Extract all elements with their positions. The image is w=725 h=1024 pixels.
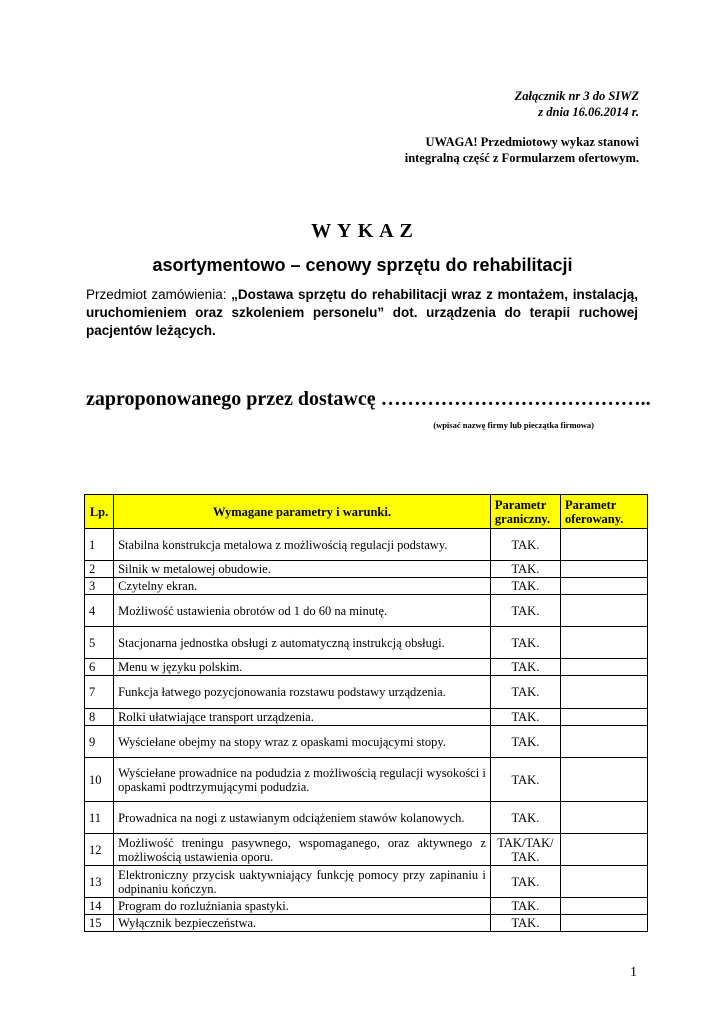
row-offered-parameter[interactable] xyxy=(560,726,647,758)
row-offered-parameter[interactable] xyxy=(560,659,647,676)
table-row xyxy=(85,758,648,802)
table-header-row xyxy=(85,495,648,529)
row-offered-parameter[interactable] xyxy=(560,758,647,802)
row-number: 14 xyxy=(85,898,114,915)
table-row xyxy=(85,676,648,709)
header-limit-parameter: Parametr graniczny. xyxy=(490,495,560,529)
proposed-by-supplier: zaproponowanego przez dostawcę ………………………………….. xyxy=(86,388,651,410)
attachment-line-1: Załącznik nr 3 do SIWZ xyxy=(514,89,639,103)
row-number: 9 xyxy=(85,726,114,758)
row-requirement: Prowadnica na nogi z ustawianym odciążeniem stawów kolanowych. xyxy=(114,802,491,834)
row-limit-parameter: TAK. xyxy=(490,578,560,595)
table-row xyxy=(85,578,648,595)
row-limit-parameter: TAK. xyxy=(490,866,560,898)
row-limit-parameter: TAK. xyxy=(490,726,560,758)
row-offered-parameter[interactable] xyxy=(560,529,647,561)
row-limit-parameter: TAK/TAK/ TAK. xyxy=(490,834,560,866)
row-offered-parameter[interactable] xyxy=(560,866,647,898)
attachment-reference xyxy=(515,88,639,120)
notice-line-2: integralną część z Formularzem ofertowym. xyxy=(404,151,639,165)
row-number: 5 xyxy=(85,627,114,659)
header-offered-parameter: Parametr oferowany. xyxy=(560,495,647,529)
table-row xyxy=(85,802,648,834)
row-limit-parameter: TAK. xyxy=(490,659,560,676)
supplier-name-hint: (wpisać nazwę firmy lub pieczątka firmowa) xyxy=(433,420,594,430)
row-requirement: Stabilna konstrukcja metalowa z możliwością regulacji podstawy. xyxy=(114,529,491,561)
row-offered-parameter[interactable] xyxy=(560,627,647,659)
row-requirement: Możliwość treningu pasywnego, wspomaganego, oraz aktywnego z możliwością ustawienia oporu. xyxy=(114,834,491,866)
row-number: 4 xyxy=(85,595,114,627)
row-offered-parameter[interactable] xyxy=(560,561,647,578)
table-row xyxy=(85,866,648,898)
row-number: 3 xyxy=(85,578,114,595)
page-number: 1 xyxy=(630,965,637,980)
requirements-table xyxy=(84,494,648,932)
row-requirement: Stacjonarna jednostka obsługi z automatyczną instrukcją obsługi. xyxy=(114,627,491,659)
row-requirement: Czytelny ekran. xyxy=(114,578,491,595)
table-row xyxy=(85,726,648,758)
row-number: 8 xyxy=(85,709,114,726)
row-requirement: Menu w języku polskim. xyxy=(114,659,491,676)
table-row xyxy=(85,529,648,561)
subject-label: Przedmiot zamówienia: xyxy=(86,287,232,302)
row-number: 10 xyxy=(85,758,114,802)
row-limit-parameter: TAK. xyxy=(490,898,560,915)
notice xyxy=(405,134,639,166)
table-row xyxy=(85,595,648,627)
document-title: W Y K A Z xyxy=(311,220,414,242)
header-lp: Lp. xyxy=(85,495,114,529)
subject-text: „Dostawa sprzętu do rehabilitacji wraz z montażem, instalacją, uruchomieniem oraz szkoleniem personelu” dot. urządzenia do terapii ruchowej pacjentów leżących. xyxy=(86,287,638,338)
row-requirement: Program do rozluźniania spastyki. xyxy=(114,898,491,915)
row-requirement: Wyściełane obejmy na stopy wraz z opaskami mocującymi stopy. xyxy=(114,726,491,758)
row-requirement: Funkcja łatwego pozycjonowania rozstawu podstawy urządzenia. xyxy=(114,676,491,709)
table-row xyxy=(85,659,648,676)
row-limit-parameter: TAK. xyxy=(490,915,560,932)
row-requirement: Silnik w metalowej obudowie. xyxy=(114,561,491,578)
notice-line-1: UWAGA! Przedmiotowy wykaz stanowi xyxy=(425,135,639,149)
row-limit-parameter: TAK. xyxy=(490,802,560,834)
table-row xyxy=(85,627,648,659)
table-row xyxy=(85,709,648,726)
table-row xyxy=(85,898,648,915)
row-limit-parameter: TAK. xyxy=(490,561,560,578)
row-offered-parameter[interactable] xyxy=(560,802,647,834)
row-offered-parameter[interactable] xyxy=(560,676,647,709)
row-number: 13 xyxy=(85,866,114,898)
row-number: 15 xyxy=(85,915,114,932)
row-number: 6 xyxy=(85,659,114,676)
table-row xyxy=(85,561,648,578)
row-limit-parameter: TAK. xyxy=(490,627,560,659)
row-offered-parameter[interactable] xyxy=(560,709,647,726)
row-limit-parameter: TAK. xyxy=(490,595,560,627)
row-offered-parameter[interactable] xyxy=(560,578,647,595)
attachment-line-2: z dnia 16.06.2014 r. xyxy=(538,105,639,119)
row-requirement: Wyściełane prowadnice na podudzia z możliwością regulacji wysokości i opaskami podtrzymującymi podudzia. xyxy=(114,758,491,802)
row-limit-parameter: TAK. xyxy=(490,758,560,802)
row-requirement: Elektroniczny przycisk uaktywniający funkcję pomocy przy zapinaniu i odpinaniu kończyn. xyxy=(114,866,491,898)
document-subtitle: asortymentowo – cenowy sprzętu do rehabilitacji xyxy=(152,255,573,275)
row-requirement: Wyłącznik bezpieczeństwa. xyxy=(114,915,491,932)
row-number: 1 xyxy=(85,529,114,561)
row-number: 12 xyxy=(85,834,114,866)
row-offered-parameter[interactable] xyxy=(560,915,647,932)
row-limit-parameter: TAK. xyxy=(490,676,560,709)
row-requirement: Rolki ułatwiające transport urządzenia. xyxy=(114,709,491,726)
row-limit-parameter: TAK. xyxy=(490,529,560,561)
row-number: 7 xyxy=(85,676,114,709)
table-row xyxy=(85,834,648,866)
header-requirements: Wymagane parametry i warunki. xyxy=(114,495,491,529)
row-offered-parameter[interactable] xyxy=(560,595,647,627)
row-limit-parameter: TAK. xyxy=(490,709,560,726)
subject-of-order xyxy=(86,286,638,340)
row-offered-parameter[interactable] xyxy=(560,834,647,866)
row-requirement: Możliwość ustawienia obrotów od 1 do 60 na minutę. xyxy=(114,595,491,627)
table-row xyxy=(85,915,648,932)
row-number: 2 xyxy=(85,561,114,578)
row-number: 11 xyxy=(85,802,114,834)
row-offered-parameter[interactable] xyxy=(560,898,647,915)
